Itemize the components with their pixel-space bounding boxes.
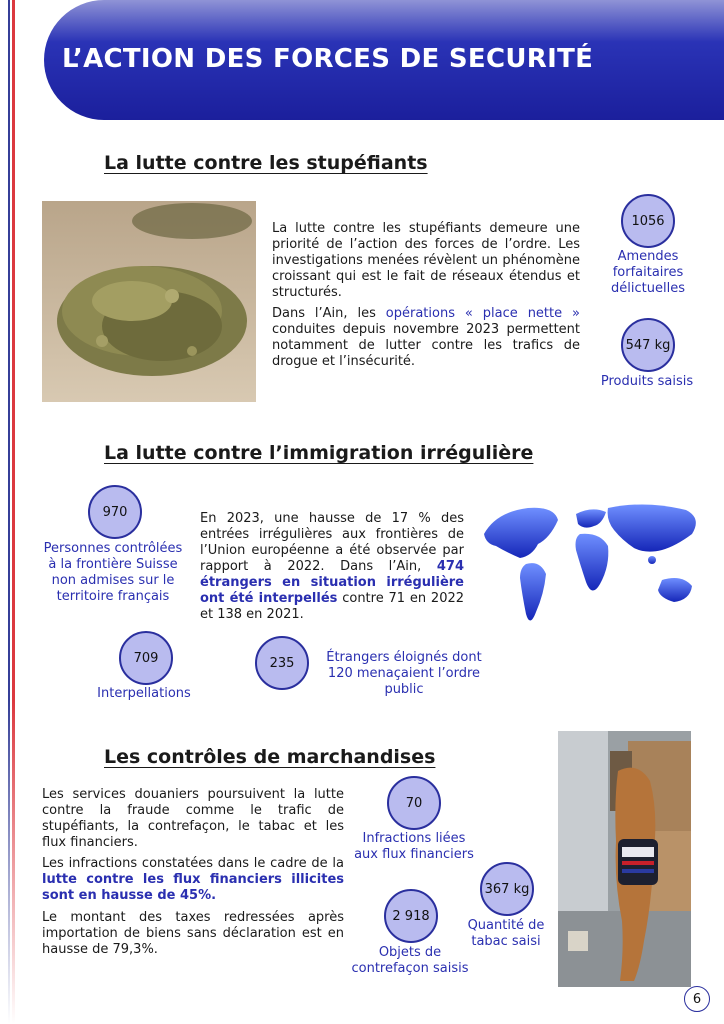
para-text: En 2023, une hausse de 17 % des entrées irrégulières aux frontières de l’Union européenne a été observée par rapport à 2022. Dans l’Ain, (200, 511, 464, 574)
stupefiants-paragraph-1: La lutte contre les stupéfiants demeure une priorité de l’action des forces de l’ordre. Les investigations menées révèlent un phénomène croissant qui est le fait de réseaux étendus et structurés. (272, 221, 580, 300)
stat-circle-infractions: 70 (387, 776, 441, 830)
customs-dog-photo (558, 731, 691, 987)
page-title: L’ACTION DES FORCES DE SECURITÉ (62, 44, 594, 74)
stat-label-contrefacon: Objets de contrefaçon saisis (351, 945, 469, 976)
section-heading-stupefiants: La lutte contre les stupéfiants (104, 152, 428, 174)
flux-financiers-highlight: lutte contre les flux financiers illicites sont en hausse de 45%. (42, 872, 344, 903)
page-number: 6 (684, 986, 710, 1012)
marchandises-paragraph-1: Les services douaniers poursuivent la lutte contre la fraude comme le trafic de stupéfiants, la contrefaçon, le tabac et les flux financiers. (42, 787, 344, 850)
world-map-image (476, 494, 712, 634)
stat-label-personnes: Personnes contrôlées à la frontière Suisse non admises sur le territoire français (43, 541, 183, 604)
stupefiants-paragraph-2 (272, 306, 580, 370)
stat-circle-personnes: 970 (88, 485, 142, 539)
cannabis-photo (42, 201, 256, 402)
marchandises-paragraph-3: Le montant des taxes redressées après importation de biens sans déclaration est en hausse de 79,3%. (42, 910, 344, 957)
stat-circle-interpellations: 709 (119, 631, 173, 685)
stat-label-eloignes: Étrangers éloignés dont 120 menaçaient l’ordre public (326, 650, 482, 697)
section-heading-marchandises: Les contrôles de marchandises (104, 746, 436, 768)
stat-circle-amendes: 1056 (621, 194, 675, 248)
section-heading-immigration: La lutte contre l’immigration irrégulière (104, 442, 534, 464)
stripe-fade (0, 700, 20, 1024)
stat-circle-produits: 547 kg (621, 318, 675, 372)
place-nette-highlight: opérations « place nette » (385, 306, 580, 321)
para-text: contre 71 en 2022 et 138 en 2021. (200, 591, 465, 622)
para-text: Les infractions constatées dans le cadre de la (42, 856, 344, 871)
stat-label-tabac: Quantité de tabac saisi (467, 918, 545, 949)
para-text: Dans l’Ain, les (272, 306, 386, 321)
interpellations-highlight: 474 étrangers en situation irrégulière ont été interpellés (200, 559, 464, 606)
stat-label-produits: Produits saisis (600, 374, 694, 389)
stat-label-amendes: Amendes forfaitaires délictuelles (611, 249, 685, 296)
stat-circle-tabac: 367 kg (480, 862, 534, 916)
para-text: conduites depuis novembre 2023 permettent notamment de lutter contre les trafics de drogue et l’insécurité. (272, 322, 580, 369)
immigration-paragraph (200, 511, 464, 623)
marchandises-paragraph-2 (42, 856, 344, 904)
stat-label-interpellations: Interpellations (97, 686, 191, 701)
stat-circle-contrefacon: 2 918 (384, 889, 438, 943)
stat-circle-eloignes: 235 (255, 636, 309, 690)
stat-label-infractions: Infractions liées aux flux financiers (354, 831, 474, 862)
